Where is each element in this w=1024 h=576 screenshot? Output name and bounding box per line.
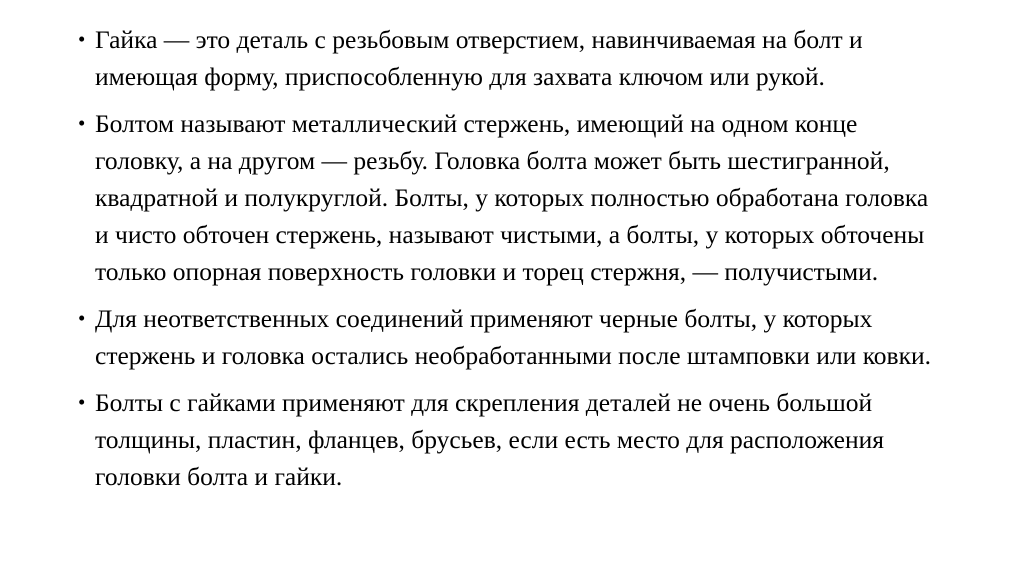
bullet-icon: • [78, 306, 86, 330]
bullet-list [78, 21, 948, 495]
bullet-item [78, 21, 948, 95]
bullet-text-nut-definition: Гайка — это деталь с резьбовым отверстием, навинчиваемая на болт и имеющая форму, приспособленную для захвата ключом или рукой. [95, 25, 863, 91]
bullet-icon: • [78, 390, 86, 414]
bullet-text-bolt-nut-usage: Болты с гайками применяют для скрепления деталей не очень большой толщины, пластин, фланцев, брусьев, если есть место для расположения головки болта и гайки. [95, 388, 884, 491]
bullet-text-black-bolts: Для неответственных соединений применяют черные болты, у которых стержень и головка остались необработанными после штамповки или ковки. [95, 304, 931, 370]
bullet-item [78, 300, 948, 374]
bullet-text-bolt-definition: Болтом называют металлический стержень, имеющий на одном конце головку, а на другом — резьбу. Головка болта может быть шестигранной, квадратной и полукруглой. Болты, у которых полностью обработана головка и чисто обточен стержень, называют чистыми, а болты, у которых обточены только опорная поверхность головки и торец стержня, — получистыми. [95, 109, 929, 286]
bullet-item [78, 105, 948, 290]
bullet-icon: • [78, 111, 86, 135]
bullet-icon: • [78, 27, 86, 51]
bullet-item [78, 384, 948, 495]
